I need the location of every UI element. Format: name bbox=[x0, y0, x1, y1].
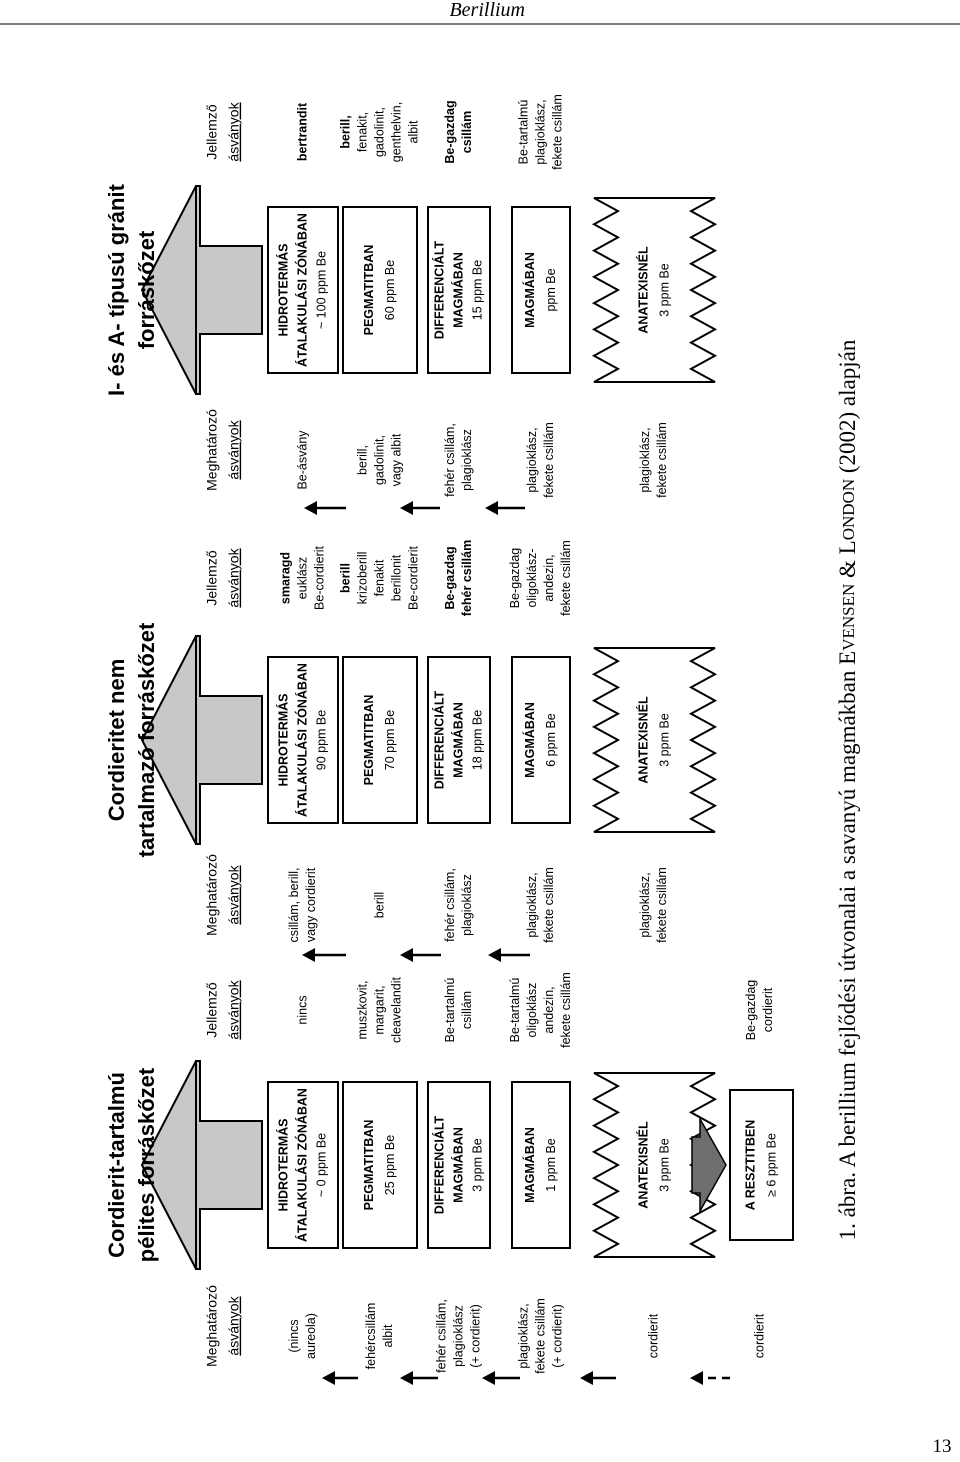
stage-label: MAGMÁBAN bbox=[522, 252, 537, 328]
output-arrow bbox=[196, 186, 262, 394]
flow-arrow-head bbox=[400, 948, 413, 962]
stage-label: 60 ppm Be bbox=[382, 259, 397, 321]
stage-label: 3 ppm Be bbox=[657, 1138, 672, 1192]
flow-arrow-head bbox=[400, 1371, 413, 1385]
determining-minerals: berill bbox=[372, 891, 387, 919]
label-characteristic: ásványok bbox=[225, 548, 242, 608]
characteristic-minerals: fenakit, bbox=[355, 111, 370, 153]
stage-label: 15 ppm Be bbox=[470, 259, 485, 321]
label-characteristic: Jellemző bbox=[203, 550, 220, 606]
stage-label: ANATEXISNÉL bbox=[636, 696, 651, 784]
characteristic-minerals: Be-gazdag bbox=[743, 979, 758, 1041]
determining-minerals: cordierit bbox=[752, 1313, 767, 1359]
flow-arrow-head bbox=[488, 948, 501, 962]
determining-minerals: Be-ásvány bbox=[295, 430, 310, 490]
determining-minerals: vagy albit bbox=[389, 433, 404, 487]
characteristic-minerals: fekete csillám bbox=[550, 94, 565, 170]
stage-label: ~ 0 ppm Be bbox=[314, 1132, 329, 1198]
characteristic-minerals: margarit, bbox=[372, 985, 387, 1035]
determining-minerals: vagy cordierit bbox=[303, 867, 318, 943]
characteristic-minerals: smaragd bbox=[278, 551, 293, 605]
flow-arrow-head bbox=[302, 948, 315, 962]
characteristic-minerals: berill, bbox=[338, 115, 353, 149]
determining-minerals: fekete csillám bbox=[541, 422, 556, 498]
characteristic-minerals: cordierit bbox=[760, 987, 775, 1033]
stage-label: MAGMÁBAN bbox=[522, 1127, 537, 1203]
determining-minerals: plagioklász bbox=[459, 429, 474, 491]
determining-minerals: gadolinit, bbox=[372, 434, 387, 486]
characteristic-minerals: csillám bbox=[459, 110, 474, 154]
determining-minerals: fekete csillám bbox=[654, 867, 669, 943]
stage-label: PEGMATITBAN bbox=[361, 1119, 376, 1211]
label-characteristic: Jellemző bbox=[203, 104, 220, 160]
determining-minerals: plagioklász, bbox=[516, 1303, 531, 1369]
stage-label: MAGMÁBAN bbox=[522, 702, 537, 778]
characteristic-minerals: oligoklász- bbox=[524, 548, 539, 608]
stage-box bbox=[343, 657, 417, 823]
stage-label: 3 ppm Be bbox=[657, 713, 672, 767]
characteristic-minerals: fenakit bbox=[372, 559, 387, 597]
stage-box bbox=[512, 207, 570, 373]
stage-label: 3 ppm Be bbox=[657, 263, 672, 317]
determining-minerals: (+ cordierit) bbox=[468, 1304, 483, 1368]
characteristic-minerals: andezin, bbox=[541, 554, 556, 602]
stage-box bbox=[512, 1082, 570, 1248]
characteristic-minerals: Be-cordierit bbox=[312, 546, 327, 610]
stage-label: DIFFERENCIÁLT bbox=[432, 690, 447, 790]
determining-minerals: csillám, berill, bbox=[286, 867, 301, 943]
characteristic-minerals: albit bbox=[406, 120, 421, 144]
determining-minerals: (+ cordierit) bbox=[550, 1304, 565, 1368]
stage-label: MAGMÁBAN bbox=[451, 1127, 466, 1203]
stage-label: 70 ppm Be bbox=[382, 709, 397, 771]
determining-minerals: plagioklász bbox=[459, 874, 474, 936]
label-determining: ásványok bbox=[225, 865, 242, 925]
stage-label: A RESZTITBEN bbox=[743, 1119, 758, 1211]
stage-label: ≥ 6 ppm Be bbox=[764, 1133, 779, 1197]
column-title: tartalmazó forráskőzet bbox=[133, 622, 159, 858]
flow-arrow-head bbox=[482, 1371, 495, 1385]
stage-label: PEGMATITBAN bbox=[361, 244, 376, 336]
caption-part: 1. ábra. A berillium fejlődési útvonalai a savanyú magmákban E bbox=[835, 650, 861, 1241]
characteristic-minerals: nincs bbox=[295, 995, 310, 1025]
characteristic-minerals: muszkovit, bbox=[355, 980, 370, 1040]
determining-minerals: fehércsillám bbox=[363, 1302, 378, 1370]
characteristic-minerals: euklász bbox=[295, 556, 310, 600]
flow-arrow-head bbox=[485, 501, 498, 515]
stage-label: 25 ppm Be bbox=[382, 1134, 397, 1196]
stage-label: ÁTALAKULÁSI ZÓNÁBAN bbox=[295, 663, 310, 817]
caption-part: (2002) alapján bbox=[835, 339, 861, 479]
determining-minerals: albit bbox=[380, 1324, 395, 1348]
label-characteristic: ásványok bbox=[225, 980, 242, 1040]
characteristic-minerals: Be-tartalmú bbox=[507, 977, 522, 1043]
stage-label: 18 ppm Be bbox=[470, 709, 485, 771]
flow-arrow-head bbox=[580, 1371, 593, 1385]
stage-label: ~ 100 ppm Be bbox=[314, 250, 329, 330]
determining-minerals: berill, bbox=[355, 445, 370, 475]
determining-minerals: fehér csillám, bbox=[442, 868, 457, 942]
stage-label: ÁTALAKULÁSI ZÓNÁBAN bbox=[295, 213, 310, 367]
flow-arrow-head bbox=[400, 501, 413, 515]
stage-box bbox=[512, 657, 570, 823]
characteristic-minerals: berill bbox=[338, 563, 353, 593]
characteristic-minerals: Be-cordierit bbox=[406, 546, 421, 610]
characteristic-minerals: Be-gazdag bbox=[442, 100, 457, 164]
column-title: Cordieritet nem bbox=[103, 658, 129, 822]
label-determining: ásványok bbox=[225, 1296, 242, 1356]
stage-label: ppm Be bbox=[543, 268, 558, 312]
running-title: Berillium bbox=[449, 0, 525, 21]
page-number: 13 bbox=[932, 1436, 952, 1457]
stage-label: HIDROTERMÁS bbox=[276, 243, 291, 337]
characteristic-minerals: Be-gazdag bbox=[442, 546, 457, 610]
characteristic-minerals: fekete csillám bbox=[558, 540, 573, 616]
stage-label: MAGMÁBAN bbox=[451, 252, 466, 328]
stage-label: 1 ppm Be bbox=[543, 1138, 558, 1192]
anatexis-burst bbox=[594, 198, 715, 382]
stage-label: PEGMATITBAN bbox=[361, 694, 376, 786]
determining-minerals: fehér csillám, bbox=[434, 1299, 449, 1373]
determining-minerals: plagioklász, bbox=[637, 427, 652, 493]
determining-minerals: aureola) bbox=[303, 1313, 318, 1359]
characteristic-minerals: fehér csillám bbox=[459, 539, 474, 617]
stage-label: ÁTALAKULÁSI ZÓNÁBAN bbox=[295, 1088, 310, 1242]
stage-box bbox=[343, 1082, 417, 1248]
column-title: pélites forráskőzet bbox=[133, 1067, 159, 1263]
stage-label: HIDROTERMÁS bbox=[276, 1118, 291, 1212]
determining-minerals: plagioklász, bbox=[524, 427, 539, 493]
output-arrow bbox=[196, 1061, 262, 1269]
stage-label: 6 ppm Be bbox=[543, 713, 558, 767]
determining-minerals: fehér csillám, bbox=[442, 423, 457, 497]
determining-minerals: fekete csillám bbox=[533, 1298, 548, 1374]
column-title: Cordierit-tartalmú bbox=[103, 1072, 129, 1258]
characteristic-minerals: Be-gazdag bbox=[507, 547, 522, 609]
determining-minerals: plagioklász bbox=[451, 1305, 466, 1367]
flow-arrow-head bbox=[322, 1371, 335, 1385]
characteristic-minerals: andezin, bbox=[541, 986, 556, 1034]
stage-label: MAGMÁBAN bbox=[451, 702, 466, 778]
stage-label: ANATEXISNÉL bbox=[636, 246, 651, 334]
stage-box bbox=[730, 1090, 793, 1240]
characteristic-minerals: oligoklász bbox=[524, 982, 539, 1038]
characteristic-minerals: plagioklász, bbox=[533, 99, 548, 165]
flow-arrow-head bbox=[304, 501, 317, 515]
characteristic-minerals: krizoberill bbox=[355, 551, 370, 605]
stage-box bbox=[343, 207, 417, 373]
determining-minerals: plagioklász, bbox=[524, 872, 539, 938]
label-determining: Meghatározó bbox=[203, 854, 220, 936]
determining-minerals: plagioklász, bbox=[637, 872, 652, 938]
flow-arrow-head bbox=[690, 1371, 703, 1385]
determining-minerals: (nincs bbox=[286, 1319, 301, 1353]
determining-minerals: fekete csillám bbox=[654, 422, 669, 498]
caption-part: & L bbox=[835, 540, 861, 584]
characteristic-minerals: berillonit bbox=[389, 554, 404, 602]
caption-part: ONDON bbox=[838, 478, 858, 541]
characteristic-minerals: Be-tartalmú bbox=[516, 99, 531, 165]
stage-label: 90 ppm Be bbox=[314, 709, 329, 771]
stage-label: ANATEXISNÉL bbox=[636, 1121, 651, 1209]
label-determining: Meghatározó bbox=[203, 1285, 220, 1367]
stage-label: 3 ppm Be bbox=[470, 1138, 485, 1192]
label-determining: Meghatározó bbox=[203, 409, 220, 491]
stage-label: DIFFERENCIÁLT bbox=[432, 240, 447, 340]
determining-minerals: fekete csillám bbox=[541, 867, 556, 943]
stage-label: DIFFERENCIÁLT bbox=[432, 1115, 447, 1215]
anatexis-burst bbox=[594, 648, 715, 832]
caption-part: VENSEN bbox=[838, 583, 858, 651]
column-title: I- és A- típusú gránit bbox=[103, 184, 129, 396]
label-characteristic: ásványok bbox=[225, 102, 242, 162]
characteristic-minerals: bertrandit bbox=[295, 102, 310, 162]
determining-minerals: cordierit bbox=[646, 1313, 661, 1359]
label-characteristic: Jellemző bbox=[203, 982, 220, 1038]
characteristic-minerals: genthelvin, bbox=[389, 101, 404, 163]
output-arrow bbox=[196, 636, 262, 844]
figure-caption bbox=[835, 339, 860, 1240]
characteristic-minerals: gadolinit, bbox=[372, 106, 387, 158]
characteristic-minerals: fekete csillám bbox=[558, 972, 573, 1048]
characteristic-minerals: Be-tartalmú bbox=[442, 977, 457, 1043]
label-determining: ásványok bbox=[225, 420, 242, 480]
stage-label: HIDROTERMÁS bbox=[276, 693, 291, 787]
column-title: forráskőzet bbox=[133, 230, 159, 350]
characteristic-minerals: cleavelandit bbox=[389, 976, 404, 1044]
characteristic-minerals: csillám bbox=[459, 990, 474, 1030]
